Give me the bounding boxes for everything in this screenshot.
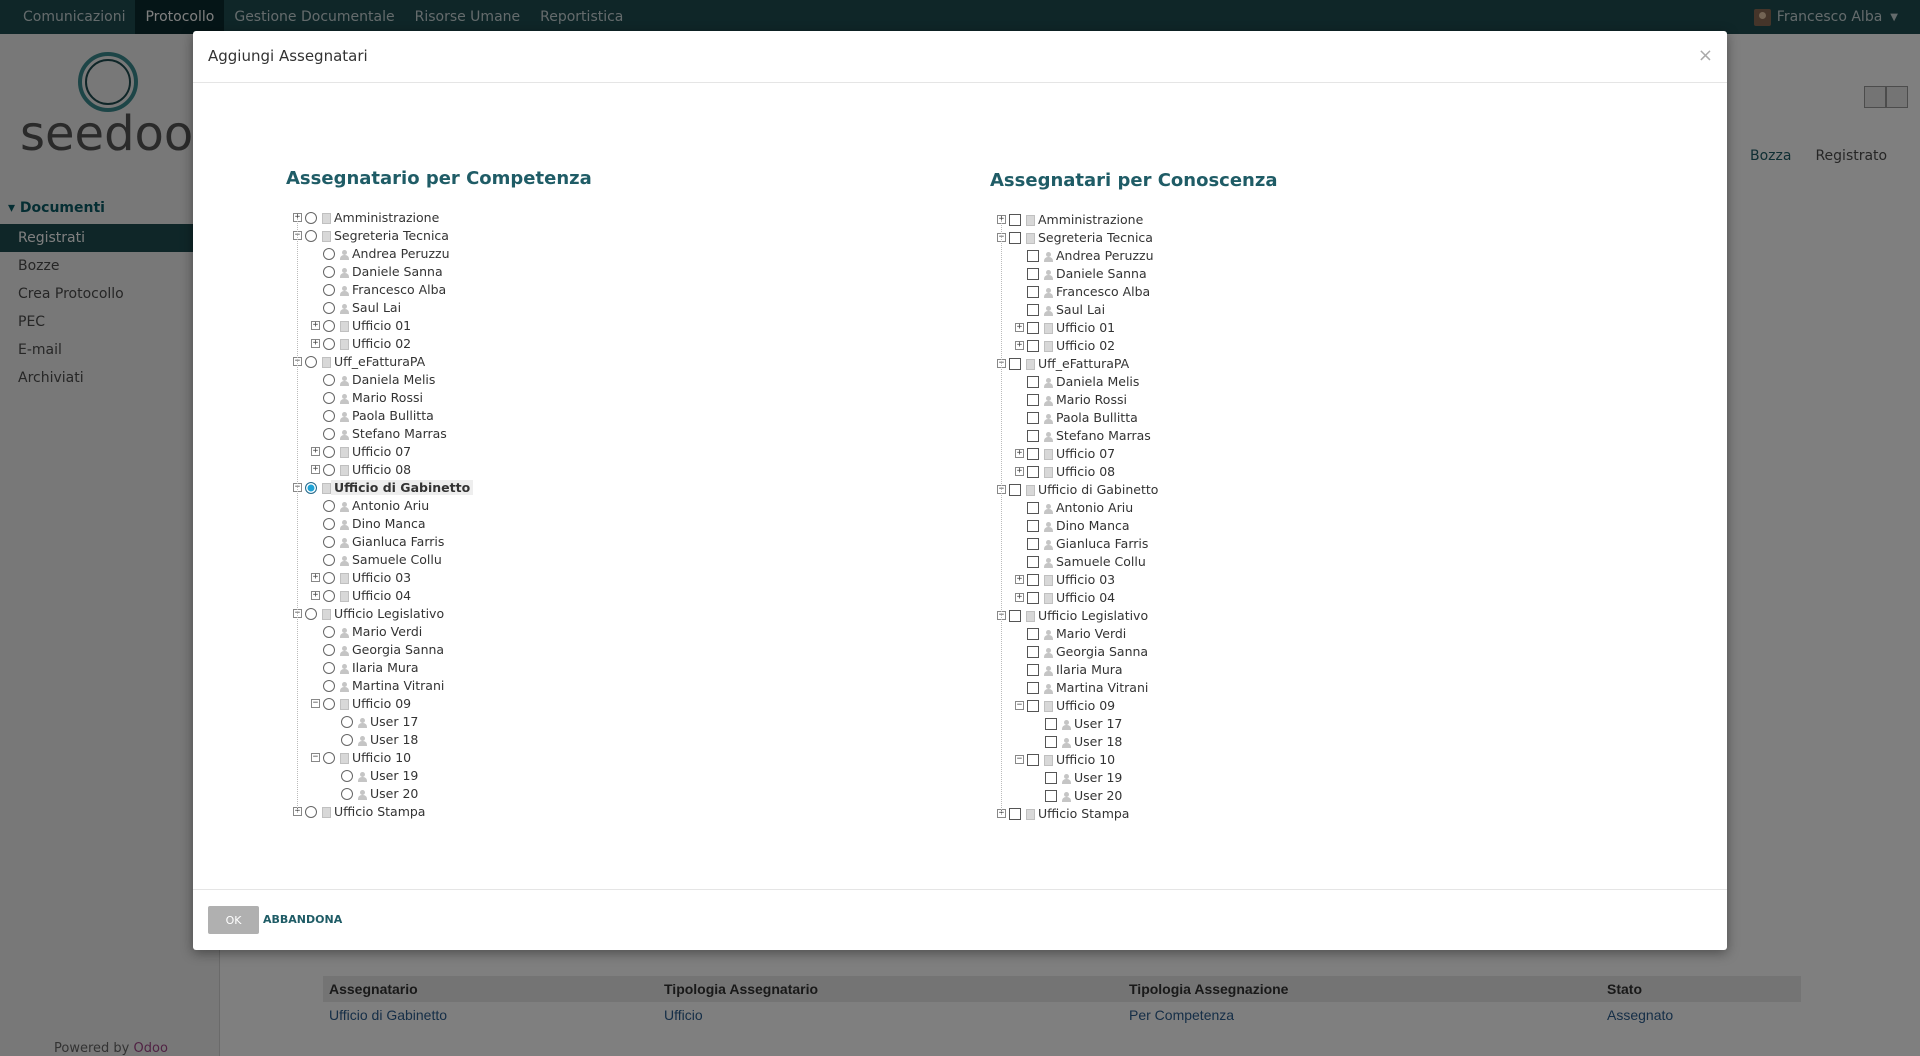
person-icon xyxy=(1062,737,1071,748)
checkbox[interactable] xyxy=(1009,610,1021,622)
radio-button[interactable] xyxy=(323,698,335,710)
person-icon xyxy=(340,267,349,278)
conoscenza-title: Assegnatari per Conoscenza xyxy=(990,170,1278,191)
office-icon xyxy=(322,807,331,818)
person-icon xyxy=(340,501,349,512)
expand-icon[interactable]: + xyxy=(1016,574,1023,584)
checkbox[interactable] xyxy=(1027,250,1039,262)
tree-node-label[interactable]: Ufficio 09 xyxy=(1056,698,1116,713)
office-icon xyxy=(1044,341,1053,352)
person-icon xyxy=(340,663,349,674)
expand-icon[interactable]: + xyxy=(998,808,1005,818)
person-icon xyxy=(340,681,349,692)
tree-node-label[interactable]: Ufficio 03 xyxy=(352,570,412,585)
person-icon xyxy=(1044,503,1053,514)
checkbox[interactable] xyxy=(1027,466,1039,478)
person-icon xyxy=(1044,269,1053,280)
person-icon xyxy=(1044,377,1053,388)
expand-icon[interactable]: + xyxy=(998,214,1005,224)
tree-guide-line xyxy=(297,218,298,812)
checkbox[interactable] xyxy=(1027,430,1039,442)
tree-node-label[interactable]: User 20 xyxy=(1074,788,1123,803)
tree-node-label[interactable]: Samuele Collu xyxy=(1056,554,1146,569)
office-icon xyxy=(340,753,349,764)
checkbox[interactable] xyxy=(1027,304,1039,316)
collapse-icon[interactable]: − xyxy=(294,230,301,240)
person-icon xyxy=(340,249,349,260)
tree-node-label[interactable]: Amministrazione xyxy=(1038,212,1144,227)
office-icon xyxy=(1026,809,1035,820)
checkbox[interactable] xyxy=(1027,376,1039,388)
radio-button[interactable] xyxy=(323,392,335,404)
tree-node-label[interactable]: Ufficio 01 xyxy=(1056,320,1116,335)
collapse-icon[interactable]: − xyxy=(312,698,319,708)
person-icon xyxy=(340,429,349,440)
tree-node-label[interactable]: Antonio Ariu xyxy=(352,498,430,513)
checkbox[interactable] xyxy=(1027,646,1039,658)
person-icon xyxy=(340,537,349,548)
person-icon xyxy=(340,645,349,656)
tree-node-label[interactable]: Francesco Alba xyxy=(1056,284,1151,299)
modal-title: Aggiungi Assegnatari xyxy=(208,47,368,65)
office-icon xyxy=(340,591,349,602)
tree-node-label[interactable]: Uff_eFatturaPA xyxy=(1038,356,1130,371)
tree-node-label[interactable]: Ufficio 09 xyxy=(352,696,412,711)
tree-node-label[interactable]: Dino Manca xyxy=(1056,518,1130,533)
radio-button[interactable] xyxy=(323,680,335,692)
radio-button[interactable] xyxy=(341,734,353,746)
radio-button[interactable] xyxy=(323,338,335,350)
radio-button[interactable] xyxy=(323,464,335,476)
radio-button[interactable] xyxy=(305,212,317,224)
tree-node-label[interactable]: Ufficio 04 xyxy=(352,588,412,603)
tree-node-label[interactable]: Ufficio Stampa xyxy=(1038,806,1130,821)
office-icon xyxy=(322,609,331,620)
checkbox[interactable] xyxy=(1027,754,1039,766)
tree-node-label[interactable]: Francesco Alba xyxy=(352,282,447,297)
tree-node-label[interactable]: Mario Verdi xyxy=(1056,626,1127,641)
office-icon xyxy=(1026,215,1035,226)
person-icon xyxy=(340,555,349,566)
tree-node-label[interactable]: Stefano Marras xyxy=(1056,428,1151,443)
checkbox[interactable] xyxy=(1009,214,1021,226)
tree-node-label[interactable]: Ufficio 08 xyxy=(1056,464,1116,479)
tree-node-label[interactable]: Daniele Sanna xyxy=(1056,266,1147,281)
person-icon xyxy=(1044,251,1053,262)
person-icon xyxy=(358,735,367,746)
competenza-title: Assegnatario per Competenza xyxy=(286,168,592,189)
radio-button[interactable] xyxy=(323,266,335,278)
tree-node-label[interactable]: Samuele Collu xyxy=(352,552,442,567)
cancel-button[interactable]: ABBANDONA xyxy=(263,913,343,926)
person-icon xyxy=(1044,647,1053,658)
office-icon xyxy=(340,465,349,476)
collapse-icon[interactable]: − xyxy=(294,356,301,366)
person-icon xyxy=(1044,683,1053,694)
radio-button[interactable] xyxy=(323,662,335,674)
checkbox[interactable] xyxy=(1027,592,1039,604)
expand-icon[interactable]: + xyxy=(312,464,319,474)
radio-button[interactable] xyxy=(341,788,353,800)
radio-button[interactable] xyxy=(323,572,335,584)
person-icon xyxy=(340,285,349,296)
checkbox[interactable] xyxy=(1027,628,1039,640)
person-icon xyxy=(1044,629,1053,640)
tree-node-label[interactable]: Ufficio di Gabinetto xyxy=(1038,482,1159,497)
expand-icon[interactable]: + xyxy=(1016,466,1023,476)
tree-node-label[interactable]: Gianluca Farris xyxy=(1056,536,1149,551)
tree-guide-line xyxy=(1001,220,1002,814)
collapse-icon[interactable]: − xyxy=(1016,754,1023,764)
checkbox[interactable] xyxy=(1009,808,1021,820)
expand-icon[interactable]: + xyxy=(312,320,319,330)
expand-icon[interactable]: + xyxy=(294,212,301,222)
collapse-icon[interactable]: − xyxy=(998,484,1005,494)
office-icon xyxy=(322,231,331,242)
tree-node-label[interactable]: Ufficio 08 xyxy=(352,462,412,477)
tree-node-label[interactable]: Ilaria Mura xyxy=(1056,662,1123,677)
tree-node-label[interactable]: Mario Rossi xyxy=(1056,392,1127,407)
radio-button[interactable] xyxy=(323,752,335,764)
radio-button[interactable] xyxy=(323,320,335,332)
person-icon xyxy=(1044,305,1053,316)
office-icon xyxy=(1044,467,1053,478)
office-icon xyxy=(1044,593,1053,604)
tree-node-label[interactable]: Saul Lai xyxy=(1056,302,1106,317)
checkbox[interactable] xyxy=(1027,538,1039,550)
expand-icon[interactable]: + xyxy=(1016,322,1023,332)
tree-node-label[interactable]: Mario Verdi xyxy=(352,624,423,639)
tree-node-label[interactable]: Daniela Melis xyxy=(352,372,436,387)
collapse-icon[interactable]: − xyxy=(294,608,301,618)
tree-node-label[interactable]: Georgia Sanna xyxy=(352,642,445,657)
radio-button[interactable] xyxy=(341,716,353,728)
tree-node-label[interactable]: Segreteria Tecnica xyxy=(334,228,449,243)
person-icon xyxy=(1044,557,1053,568)
person-icon xyxy=(358,789,367,800)
tree-node-label[interactable]: Uff_eFatturaPA xyxy=(334,354,426,369)
tree-node-label[interactable]: Ufficio 01 xyxy=(352,318,412,333)
radio-button[interactable] xyxy=(323,428,335,440)
modal-header xyxy=(193,31,1727,83)
office-icon xyxy=(1044,701,1053,712)
checkbox[interactable] xyxy=(1027,340,1039,352)
tree-node-label[interactable]: Ilaria Mura xyxy=(352,660,419,675)
radio-button[interactable] xyxy=(305,608,317,620)
office-icon xyxy=(322,213,331,224)
tree-node-label[interactable]: User 20 xyxy=(370,786,419,801)
tree-node-label[interactable]: Andrea Peruzzu xyxy=(352,246,450,261)
tree-node-label[interactable]: Daniela Melis xyxy=(1056,374,1140,389)
radio-button[interactable] xyxy=(323,590,335,602)
checkbox[interactable] xyxy=(1027,448,1039,460)
radio-button[interactable] xyxy=(323,626,335,638)
tree-node-label[interactable]: User 19 xyxy=(370,768,419,783)
tree-node-label[interactable]: Ufficio 07 xyxy=(1056,446,1116,461)
tree-node-label[interactable]: Andrea Peruzzu xyxy=(1056,248,1154,263)
radio-button[interactable] xyxy=(323,410,335,422)
person-icon xyxy=(1044,431,1053,442)
office-icon xyxy=(1044,323,1053,334)
office-icon xyxy=(1026,485,1035,496)
person-icon xyxy=(1044,395,1053,406)
tree-node-label[interactable]: Amministrazione xyxy=(334,210,440,225)
collapse-icon[interactable]: − xyxy=(294,482,301,492)
person-icon xyxy=(340,411,349,422)
checkbox[interactable] xyxy=(1027,502,1039,514)
expand-icon[interactable]: + xyxy=(312,590,319,600)
radio-button[interactable] xyxy=(305,482,317,494)
checkbox[interactable] xyxy=(1027,520,1039,532)
close-icon[interactable]: × xyxy=(1697,45,1713,66)
tree-node-label[interactable]: Ufficio Stampa xyxy=(334,804,426,819)
radio-button[interactable] xyxy=(305,356,317,368)
radio-button[interactable] xyxy=(305,230,317,242)
office-icon xyxy=(1026,611,1035,622)
radio-button[interactable] xyxy=(323,374,335,386)
person-icon xyxy=(358,717,367,728)
expand-icon[interactable]: + xyxy=(312,446,319,456)
checkbox[interactable] xyxy=(1045,772,1057,784)
checkbox[interactable] xyxy=(1027,700,1039,712)
tree-node-label[interactable]: Martina Vitrani xyxy=(352,678,445,693)
checkbox[interactable] xyxy=(1027,394,1039,406)
office-icon xyxy=(322,357,331,368)
tree-node-label[interactable]: Ufficio 02 xyxy=(1056,338,1116,353)
tree-node-label[interactable]: User 19 xyxy=(1074,770,1123,785)
expand-icon[interactable]: + xyxy=(312,338,319,348)
person-icon xyxy=(1062,773,1071,784)
checkbox[interactable] xyxy=(1027,412,1039,424)
radio-button[interactable] xyxy=(323,644,335,656)
tree-node-label[interactable]: Paola Bullitta xyxy=(1056,410,1138,425)
tree-node-label[interactable]: Ufficio 10 xyxy=(352,750,412,765)
tree-node-label[interactable]: Stefano Marras xyxy=(352,426,447,441)
checkbox[interactable] xyxy=(1027,268,1039,280)
office-icon xyxy=(340,339,349,350)
tree-node-label[interactable]: Martina Vitrani xyxy=(1056,680,1149,695)
radio-button[interactable] xyxy=(323,248,335,260)
office-icon xyxy=(340,699,349,710)
checkbox[interactable] xyxy=(1045,718,1057,730)
checkbox[interactable] xyxy=(1027,322,1039,334)
tree-node-label[interactable]: User 18 xyxy=(370,732,419,747)
checkbox[interactable] xyxy=(1009,232,1021,244)
tree-node-label[interactable]: User 18 xyxy=(1074,734,1123,749)
tree-node-label[interactable]: Ufficio 10 xyxy=(1056,752,1116,767)
office-icon xyxy=(340,573,349,584)
collapse-icon[interactable]: − xyxy=(1016,700,1023,710)
person-icon xyxy=(1062,791,1071,802)
radio-button[interactable] xyxy=(323,302,335,314)
office-icon xyxy=(1044,449,1053,460)
tree-node-label[interactable]: Ufficio Legislativo xyxy=(1038,608,1149,623)
tree-node-label[interactable]: Mario Rossi xyxy=(352,390,423,405)
office-icon xyxy=(340,447,349,458)
tree-node-label[interactable]: Ufficio 03 xyxy=(1056,572,1116,587)
radio-button[interactable] xyxy=(323,554,335,566)
person-icon xyxy=(1044,287,1053,298)
checkbox[interactable] xyxy=(1027,574,1039,586)
person-icon xyxy=(358,771,367,782)
tree-node-label[interactable]: Ufficio 07 xyxy=(352,444,412,459)
tree-node-label[interactable]: Ufficio Legislativo xyxy=(334,606,445,621)
tree-node-label[interactable]: Saul Lai xyxy=(352,300,402,315)
tree-node-label[interactable]: User 17 xyxy=(370,714,419,729)
person-icon xyxy=(340,375,349,386)
tree-node-label[interactable]: Segreteria Tecnica xyxy=(1038,230,1153,245)
ok-button[interactable]: OK xyxy=(208,906,259,934)
expand-icon[interactable]: + xyxy=(312,572,319,582)
checkbox[interactable] xyxy=(1009,484,1021,496)
person-icon xyxy=(1062,719,1071,730)
checkbox[interactable] xyxy=(1027,664,1039,676)
radio-button[interactable] xyxy=(305,806,317,818)
modal-footer xyxy=(193,889,1727,950)
person-icon xyxy=(1044,665,1053,676)
office-icon xyxy=(340,321,349,332)
checkbox[interactable] xyxy=(1027,556,1039,568)
office-icon xyxy=(322,483,331,494)
tree-node-label[interactable]: Ufficio 04 xyxy=(1056,590,1116,605)
person-icon xyxy=(1044,521,1053,532)
expand-icon[interactable]: + xyxy=(1016,340,1023,350)
radio-button[interactable] xyxy=(323,284,335,296)
assign-modal xyxy=(193,31,1727,950)
collapse-icon[interactable]: − xyxy=(998,358,1005,368)
tree-node-label[interactable]: Gianluca Farris xyxy=(352,534,445,549)
radio-button[interactable] xyxy=(323,518,335,530)
person-icon xyxy=(340,303,349,314)
radio-button[interactable] xyxy=(323,536,335,548)
expand-icon[interactable]: + xyxy=(1016,448,1023,458)
collapse-icon[interactable]: − xyxy=(312,752,319,762)
office-icon xyxy=(1044,755,1053,766)
checkbox[interactable] xyxy=(1027,286,1039,298)
expand-icon[interactable]: + xyxy=(1016,592,1023,602)
expand-icon[interactable]: + xyxy=(294,806,301,816)
checkbox[interactable] xyxy=(1045,736,1057,748)
tree-node-label[interactable]: Ufficio di Gabinetto xyxy=(331,480,473,495)
person-icon xyxy=(1044,539,1053,550)
person-icon xyxy=(340,519,349,530)
tree-node-label[interactable]: Ufficio 02 xyxy=(352,336,412,351)
checkbox[interactable] xyxy=(1009,358,1021,370)
tree-node-label[interactable]: Georgia Sanna xyxy=(1056,644,1149,659)
person-icon xyxy=(340,393,349,404)
office-icon xyxy=(1026,233,1035,244)
checkbox[interactable] xyxy=(1045,790,1057,802)
tree-node-label[interactable]: Daniele Sanna xyxy=(352,264,443,279)
person-icon xyxy=(1044,413,1053,424)
tree-node-label[interactable]: Dino Manca xyxy=(352,516,426,531)
tree-node-label[interactable]: Antonio Ariu xyxy=(1056,500,1134,515)
office-icon xyxy=(1044,575,1053,586)
radio-button[interactable] xyxy=(323,500,335,512)
tree-node-label[interactable]: User 17 xyxy=(1074,716,1123,731)
radio-button[interactable] xyxy=(341,770,353,782)
checkbox[interactable] xyxy=(1027,682,1039,694)
collapse-icon[interactable]: − xyxy=(998,610,1005,620)
collapse-icon[interactable]: − xyxy=(998,232,1005,242)
tree-node-label[interactable]: Paola Bullitta xyxy=(352,408,434,423)
person-icon xyxy=(340,627,349,638)
office-icon xyxy=(1026,359,1035,370)
radio-button[interactable] xyxy=(323,446,335,458)
